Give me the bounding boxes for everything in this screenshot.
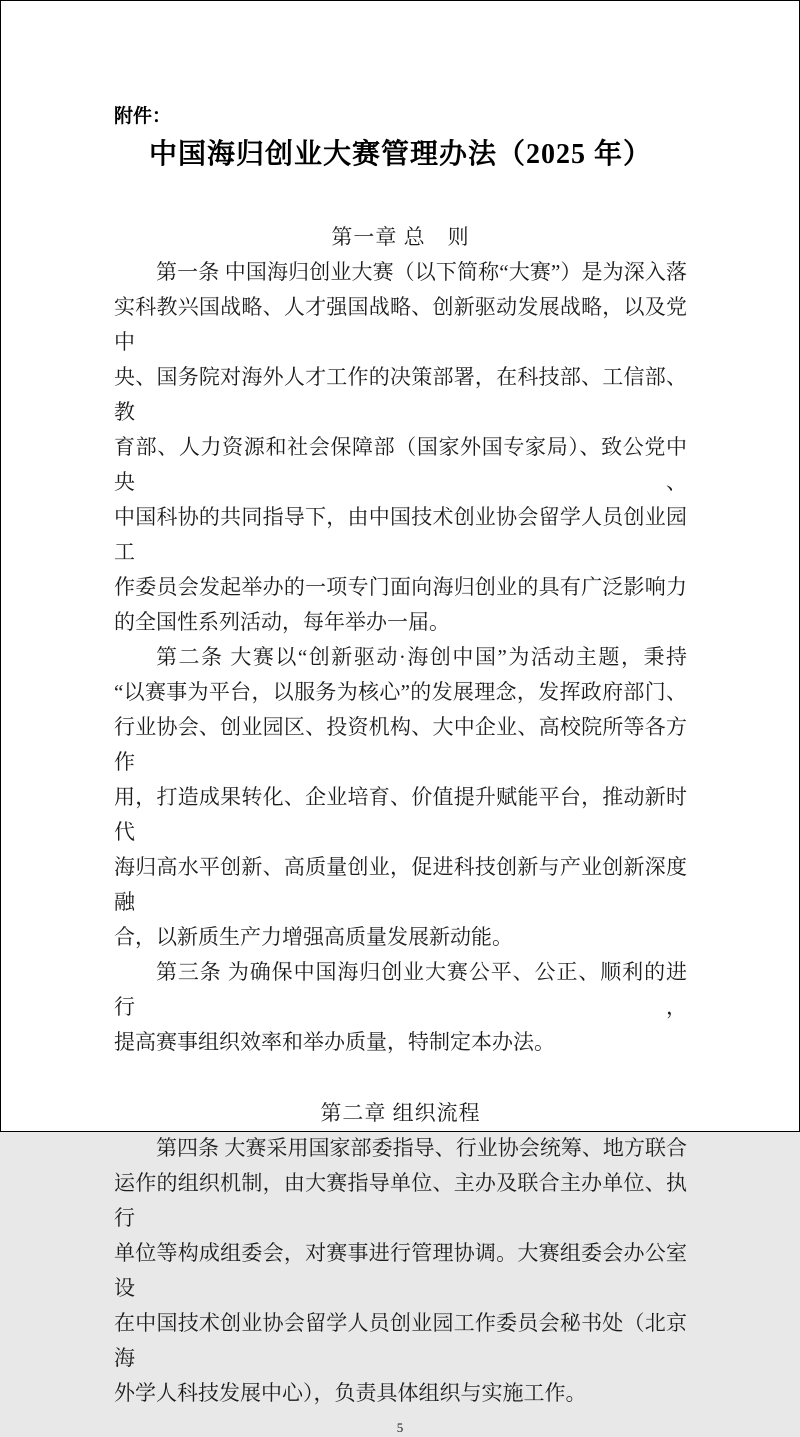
text-line: 提高赛事组织效率和举办质量，特制定本办法。 <box>114 1030 555 1054</box>
paragraph <box>114 640 687 955</box>
paragraph <box>114 1131 687 1411</box>
text-line: 外学人科技发展中心），负责具体组织与实施工作。 <box>114 1381 587 1405</box>
text-line: 实科教兴国战略、人才强国战略、创新驱动发展战略，以及党中 <box>114 295 687 354</box>
text-line: 育部、人力资源和社会保障部（国家外国专家局）、致公党中央、 <box>114 435 687 494</box>
text-line: 运作的组织机制，由大赛指导单位、主办及联合主办单位、执行 <box>114 1171 687 1230</box>
text-line: 的全国性系列活动，每年举办一届。 <box>114 610 450 634</box>
paragraph <box>114 255 687 640</box>
text-line: 用，打造成果转化、企业培育、价值提升赋能平台，推动新时代 <box>114 785 687 844</box>
text-line: 在中国技术创业协会留学人员创业园工作委员会秘书处（北京海 <box>114 1311 687 1370</box>
paragraph <box>114 955 687 1060</box>
text-line: 单位等构成组委会，对赛事进行管理协调。大赛组委会办公室设 <box>114 1241 687 1300</box>
chapter-heading: 第一章 总 则 <box>331 225 470 249</box>
text-line: 海归高水平创新、高质量创业，促进科技创新与产业创新深度融 <box>114 855 687 914</box>
text-line: 第二条 大赛以“创新驱动·海创中国”为活动主题，秉持 <box>156 645 687 669</box>
text-line: 合，以新质生产力增强高质量发展新动能。 <box>114 925 513 949</box>
document-body <box>114 220 687 1411</box>
attachment-label: 附件： <box>114 106 172 127</box>
text-line: 行业协会、创业园区、投资机构、大中企业、高校院所等各方作 <box>114 715 687 774</box>
text-line: “以赛事为平台，以服务为核心”的发展理念，发挥政府部门、 <box>114 680 687 704</box>
text-line: 中国科协的共同指导下，由中国技术创业协会留学人员创业园工 <box>114 505 687 564</box>
text-line: 央、国务院对海外人才工作的决策部署，在科技部、工信部、教 <box>114 365 687 424</box>
chapter-heading: 第二章 组织流程 <box>320 1101 481 1125</box>
document-title: 中国海归创业大赛管理办法（2025 年） <box>148 139 652 170</box>
text-line: 第一条 中国海归创业大赛（以下简称“大赛”）是为深入落 <box>156 260 687 284</box>
text-line: 第三条 为确保中国海归创业大赛公平、公正、顺利的进行， <box>114 960 687 1019</box>
page-number: 5 <box>396 1420 404 1435</box>
text-line: 第四条 大赛采用国家部委指导、行业协会统筹、地方联合 <box>156 1136 687 1160</box>
text-line: 作委员会发起举办的一项专门面向海归创业的具有广泛影响力 <box>114 575 687 599</box>
